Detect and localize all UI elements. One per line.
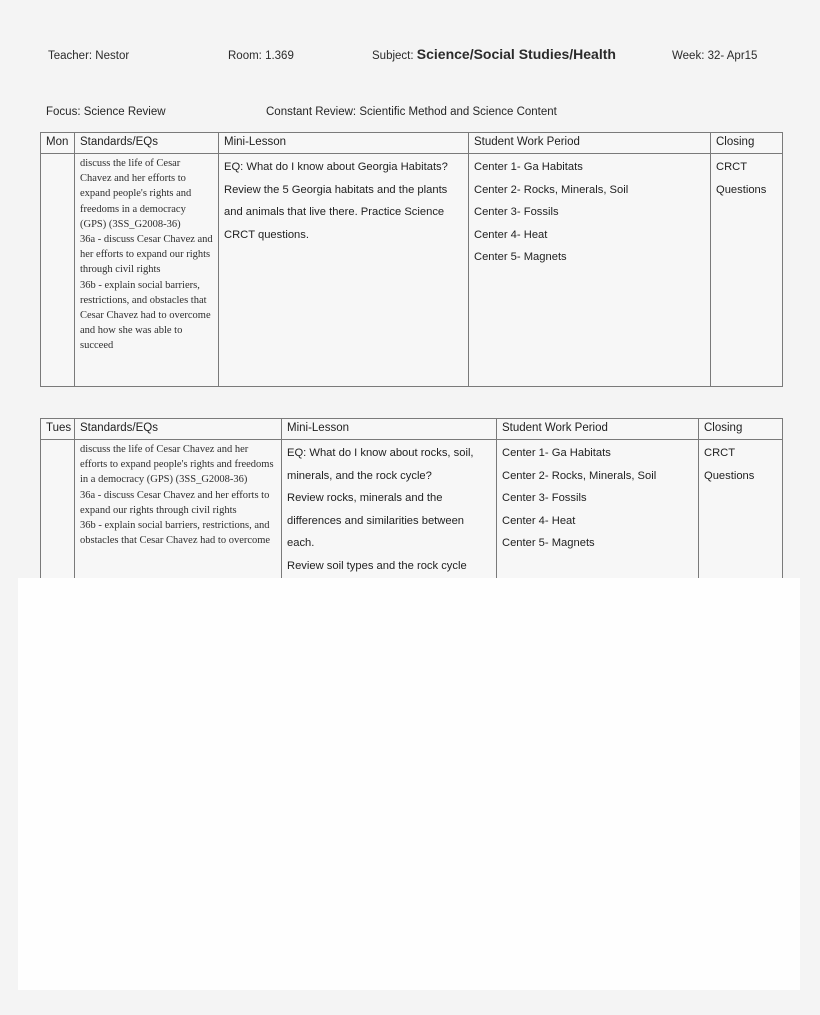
column-header-work: Student Work Period — [497, 419, 699, 440]
cell-text-line: Center 4- Heat — [474, 228, 548, 241]
cell-text-line: Center 1- Ga Habitats — [502, 447, 611, 459]
cell-closing — [711, 154, 783, 387]
table-row — [41, 440, 783, 595]
column-header-lesson: Mini-Lesson — [282, 419, 497, 440]
week-field: Week: 32- Apr15 — [672, 50, 758, 62]
cell-closing — [699, 440, 783, 595]
cell-text-line: Center 4- Heat — [502, 514, 576, 527]
cell-day — [41, 440, 75, 595]
column-header-closing: Closing — [711, 133, 783, 154]
column-header-standards: Standards/EQs — [75, 419, 282, 440]
cell-text-line: Center 5- Magnets — [474, 251, 567, 263]
cell-text-line: Questions — [716, 183, 767, 196]
cell-text-line: discuss the life of Cesar Chavez and her efforts to expand people's rights and freedoms in a democracy (GPS) (3SS_G2008-36) — [80, 158, 192, 230]
cell-text-line: discuss the life of Cesar Chavez and her efforts to expand people's rights and freedoms in a democracy (GPS) (3SS_G2008-36) — [80, 444, 274, 486]
cell-text-line: 36b - explain social barriers, restrictions, and obstacles that Cesar Chavez had to overcome — [80, 520, 271, 547]
cell-student-work-period — [497, 440, 699, 595]
cell-text-line: Center 2- Rocks, Minerals, Soil — [502, 469, 657, 482]
cell-text-line: 36a - discuss Cesar Chavez and her efforts to expand our rights through civil rights — [80, 489, 270, 516]
constant-review-field: Constant Review: Scientific Method and Science Content — [266, 106, 557, 118]
column-header-work: Student Work Period — [469, 133, 711, 154]
cell-text-line: CRCT — [704, 447, 736, 459]
teacher-field: Teacher: Nestor — [48, 50, 130, 62]
cell-text-line: Center 5- Magnets — [502, 537, 595, 549]
cell-text-line: EQ: What do I know about Georgia Habitats? — [224, 161, 448, 173]
cell-standards — [75, 440, 282, 595]
subject-value: Science/Social Studies/Health — [416, 46, 616, 62]
cell-text-line: CRCT — [716, 161, 748, 173]
subject-label: Subject: — [372, 50, 414, 62]
column-header-day: Mon — [41, 133, 75, 154]
cell-mini-lesson — [282, 440, 497, 595]
cell-mini-lesson — [219, 154, 469, 387]
cell-student-work-period — [469, 154, 711, 387]
table-header-row — [41, 419, 783, 440]
column-header-closing: Closing — [699, 419, 783, 440]
cell-text-line: Review soil types and the rock cycle — [287, 559, 467, 572]
blank-overlay-region — [18, 578, 800, 990]
cell-day — [41, 154, 75, 387]
focus-row — [0, 104, 820, 124]
column-header-standards: Standards/EQs — [75, 133, 219, 154]
column-header-lesson: Mini-Lesson — [219, 133, 469, 154]
cell-text-line: Center 2- Rocks, Minerals, Soil — [474, 183, 629, 196]
cell-text-line: 36a - discuss Cesar Chavez and her efforts to expand our rights through civil rights — [80, 234, 213, 276]
column-header-day: Tues — [41, 419, 75, 440]
subject-field — [372, 46, 616, 64]
cell-text-line: EQ: What do I know about rocks, soil, minerals, and the rock cycle? — [287, 447, 474, 482]
table-header-row — [41, 133, 783, 154]
cell-text-line: 36b - explain social barriers, restrictions, and obstacles that Cesar Chavez had to overcome and how she was able to succeed — [80, 279, 211, 352]
schedule-table-tues — [40, 418, 783, 595]
cell-standards — [75, 154, 219, 387]
document-header — [0, 44, 820, 68]
cell-text-line: Center 1- Ga Habitats — [474, 161, 583, 173]
cell-text-line: Review rocks, minerals and the differences and similarities between each. — [287, 492, 465, 549]
cell-text-line: Center 3- Fossils — [502, 492, 587, 504]
table-row — [41, 154, 783, 387]
schedule-table-mon — [40, 132, 783, 387]
room-field: Room: 1.369 — [228, 50, 294, 62]
cell-text-line: Review the 5 Georgia habitats and the plants and animals that live there. Practice Science CRCT questions. — [224, 183, 448, 241]
focus-field: Focus: Science Review — [46, 106, 166, 118]
cell-text-line: Center 3- Fossils — [474, 206, 559, 218]
cell-text-line: Questions — [704, 469, 755, 482]
